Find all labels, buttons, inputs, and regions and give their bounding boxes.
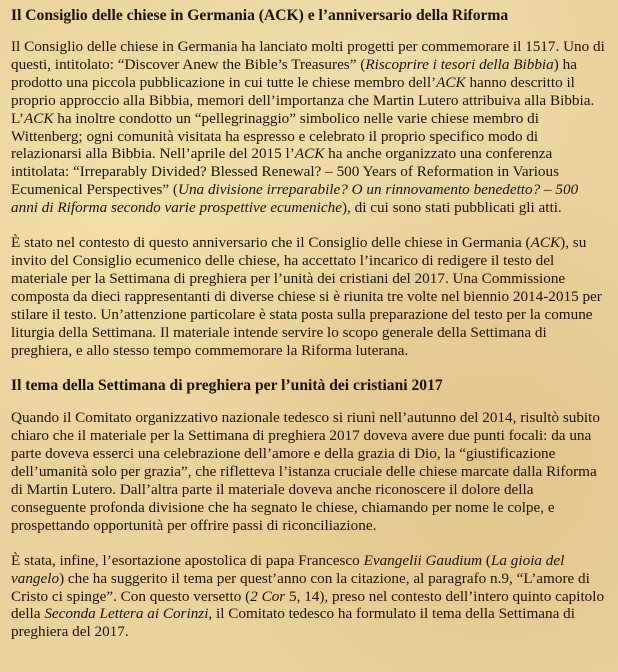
italic-run: La gioia del vangelo (11, 551, 565, 587)
text-run: ), su invito del Consiglio ecumenico delle chiese, ha accettato l’incarico di redigere il testo del materiale per la Settimana di preghiera per l’unità dei cristiani del 2017. Una Commissione composta da dieci rappresentanti di diverse chiese si è riunita tre volte nel biennio 2014-2015 per stilare il testo. Un’attenzione particolare è stata posta sulla preparazione del testo per la comune liturgia della Settimana. Il materiale intende servire lo scopo generale della Settimana di preghiera, e allo stesso tempo commemorare la Riforma luterana. (11, 234, 602, 359)
text-run: ), di cui sono stati pubblicati gli atti. (341, 199, 562, 217)
text-run: È stata, infine, l’esortazione apostolica di papa Francesco (11, 551, 364, 569)
text-run: , il Comitato tedesco ha formulato il tema della Settimana di preghiera del 2017. (11, 605, 575, 641)
text-run: ( (482, 551, 491, 569)
text-run: Il Consiglio delle chiese in Germania ha lanciato molti progetti per commemorare il 1517. Uno di questi, intitolato: “Discover Anew the Bible’s Treasures” ( (11, 38, 605, 73)
italic-run: Seconda Lettera ai Corinzi (44, 605, 209, 623)
paragraph-ack-commission (11, 234, 608, 359)
paragraph-ack-projects (11, 38, 608, 217)
italic-run: 2 Cor (250, 587, 286, 605)
italic-run: Una divisione irreparabile? O un rinnovamento benedetto? – 500 anni di Riforma secondo varie prospettive ecumeniche (11, 181, 579, 217)
section-heading-ack: Il Consiglio delle chiese in Germania (ACK) e l’anniversario della Riforma (11, 7, 509, 24)
paragraph-theme-committee: Quando il Comitato organizzativo nazionale tedesco si riunì nell’autunno del 2014, risultò subito chiaro che il materiale per la Settimana di preghiera 2017 doveva avere due punti focali: da una parte doveva esserci una celebrazione dell’amore e della grazia di Dio, la “giustificazione dell’umanità solo per grazia”, che rifletteva l’istanza cruciale delle chiese marcate dalla Riforma di Martin Lutero. Dall’altra parte il materiale doveva anche riconoscere il dolore della conseguente profonda divisione che ha segnato le chiese, chiamando per nome le colpe, e prospettando opportunità per offrire passi di riconciliazione. (11, 409, 600, 534)
italic-run: ACK (294, 145, 325, 163)
text-run: ha inoltre condotto un “pellegrinaggio” simbolico nelle varie chiese membro di Wittenberg; ogni comunità visitata ha espresso e celebrato il proprio specifico modo di relazionarsi alla Bibbia. Nell’aprile del 2015 l’ (11, 109, 539, 163)
text-run: È stato nel contesto di questo anniversario che il Consiglio delle chiese in Germania ( (11, 234, 531, 252)
italic-run: ACK (436, 73, 466, 91)
paragraph-theme-exhortation (11, 552, 608, 642)
section-heading-theme: Il tema della Settimana di preghiera per l’unità dei cristiani 2017 (11, 377, 443, 395)
text-run: hanno descritto il proprio approccio alla Bibbia, memori dell’importanza che Martin Lutero attribuiva alla Bibbia. L’ (11, 73, 595, 127)
italic-run: Evangelii Gaudium (363, 551, 483, 569)
text-run: ha anche organizzato una conferenza intitolata: “Irreparably Divided? Blessed Renewal? – 500 Years of Reformation in Various Ecumenical Perspectives” ( (11, 145, 560, 199)
text-run: ) ha prodotto una piccola pubblicazione in cui tutte le chiese membro dell’ (11, 55, 577, 91)
italic-run: Riscoprire i tesori della Bibbia (365, 55, 554, 73)
text-run: 5, 14), preso nel contesto dell’intero quinto capitolo della (11, 587, 605, 623)
italic-run: ACK (530, 234, 561, 252)
text-run: ) che ha suggerito il tema per quest’anno con la citazione, al paragrafo n.9, “L’amore di Cristo ci spinge”. Con questo versetto ( (11, 569, 590, 605)
italic-run: ACK (23, 109, 54, 127)
